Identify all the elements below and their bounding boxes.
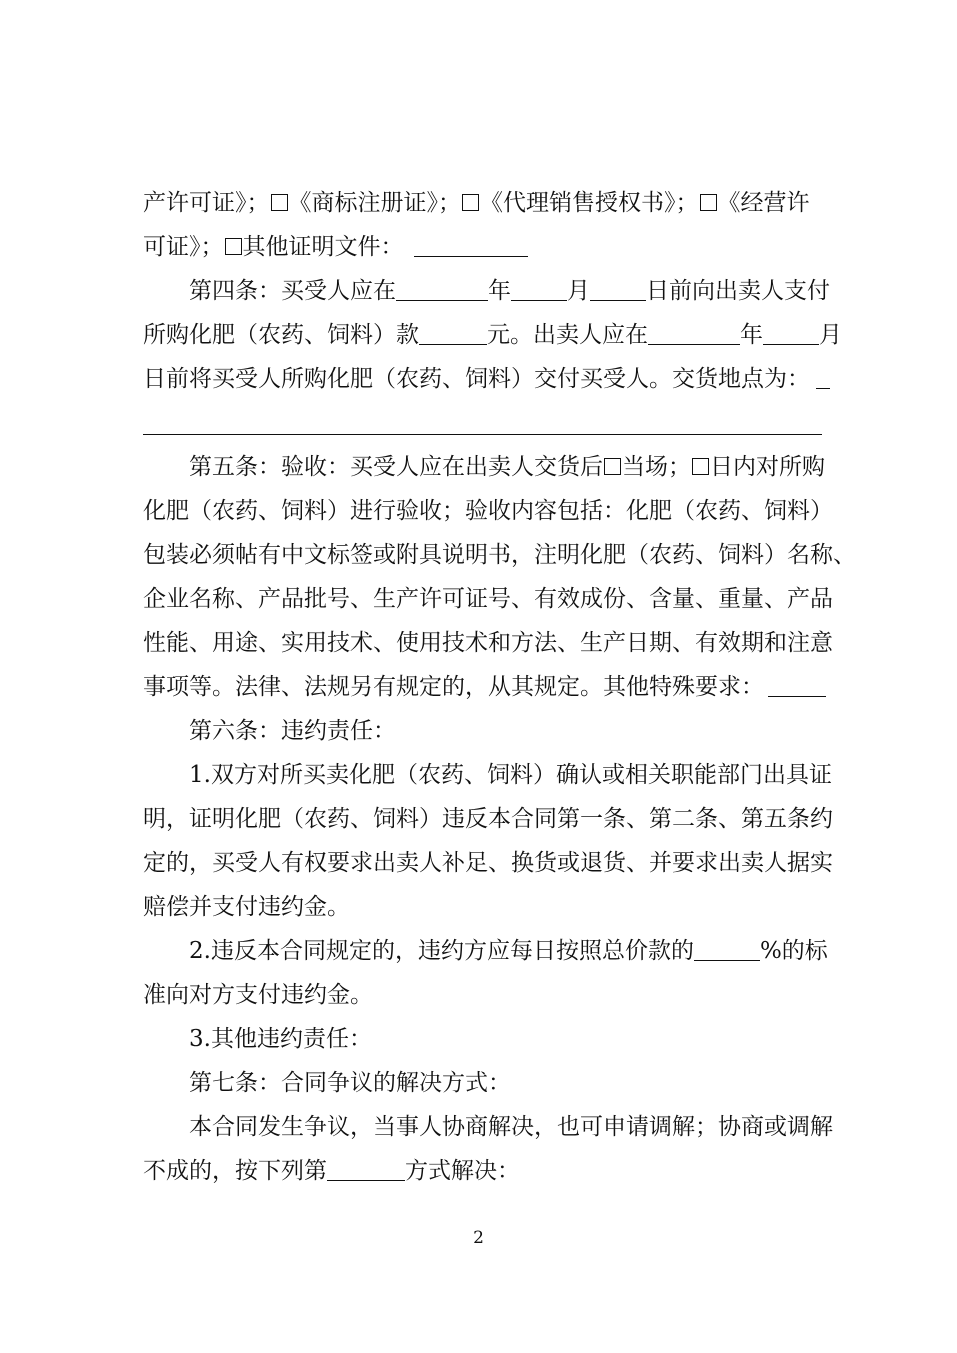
text-span: 化肥（农药、饲料）进行验收；验收内容包括：化肥（农药、饲料）	[143, 498, 833, 524]
text-line	[143, 628, 833, 658]
text-line	[189, 936, 828, 966]
text-span: 第五条：验收：买受人应在出卖人交货后	[189, 454, 603, 480]
text-span: 性能、用途、实用技术、使用技术和方法、生产日期、有效期和注意	[143, 630, 833, 656]
text-span: 《经营许	[717, 190, 810, 216]
text-line	[143, 232, 823, 262]
blank-field[interactable]	[511, 278, 567, 301]
text-span: 所购化肥（农药、饲料）款	[143, 322, 419, 348]
blank-field[interactable]	[414, 234, 528, 257]
text-span: 明，证明化肥（农药、饲料）违反本合同第一条、第二条、第五条约	[143, 806, 833, 832]
text-span: 第四条：买受人应在	[189, 278, 396, 304]
text-span: 《商标注册证》；	[288, 190, 461, 216]
text-span: 3.其他违约责任：	[189, 1026, 372, 1052]
text-line	[143, 1156, 823, 1186]
text-line	[143, 320, 842, 350]
text-line	[143, 848, 833, 878]
text-span: 2.违反本合同规定的，违约方应每日按照总价款的	[189, 938, 694, 964]
text-span: 《代理销售授权书》；	[480, 190, 699, 216]
text-span: 赔偿并支付违约金。	[143, 894, 350, 920]
text-span: 当场；	[622, 454, 691, 480]
checkbox[interactable]	[692, 458, 709, 475]
blank-field[interactable]	[768, 674, 826, 697]
text-line	[143, 672, 823, 702]
text-span: 企业名称、产品批号、生产许可证号、有效成份、含量、重量、产品	[143, 586, 833, 612]
text-span: 方式解决：	[405, 1158, 520, 1184]
text-line	[143, 804, 833, 834]
blank-field[interactable]	[648, 322, 740, 345]
checkbox[interactable]	[225, 238, 242, 255]
blank-field[interactable]	[327, 1158, 405, 1181]
text-span: 事项等。法律、法规另有规定的，从其规定。其他特殊要求：	[143, 674, 764, 700]
text-span: 元。出卖人应在	[487, 322, 648, 348]
text-span: 本合同发生争议，当事人协商解决，也可申请调解；协商或调解	[189, 1114, 833, 1140]
text-span: 月	[567, 278, 590, 304]
blank-field[interactable]	[816, 366, 830, 389]
text-line	[189, 716, 823, 746]
text-line	[189, 760, 832, 790]
blank-field[interactable]	[396, 278, 488, 301]
text-span: 其他证明文件：	[242, 234, 404, 260]
checkbox[interactable]	[462, 194, 479, 211]
text-line	[189, 452, 823, 482]
text-span: 产许可证》；	[143, 190, 270, 216]
blank-field[interactable]	[694, 938, 760, 961]
text-span: 定的，买受人有权要求出卖人补足、换货或退货、并要求出卖人据实	[143, 850, 833, 876]
checkbox[interactable]	[700, 194, 717, 211]
text-line	[143, 496, 833, 526]
text-line	[143, 540, 856, 570]
text-line	[189, 1068, 823, 1098]
checkbox[interactable]	[604, 458, 621, 475]
blank-field[interactable]	[419, 322, 487, 345]
text-line	[189, 1112, 833, 1142]
text-span: 月	[819, 322, 842, 348]
text-span: 年	[488, 278, 511, 304]
text-span: 准向对方支付违约金。	[143, 982, 373, 1008]
text-span: 不成的，按下列第	[143, 1158, 327, 1184]
text-line	[143, 892, 823, 922]
article-heading: 第六条：违约责任：	[189, 718, 396, 744]
text-span: 包装必须帖有中文标签或附具说明书，注明化肥（农药、饲料）名称、	[143, 542, 856, 568]
text-line	[143, 584, 833, 614]
checkbox[interactable]	[271, 194, 288, 211]
article-heading: 第七条：合同争议的解决方式：	[189, 1070, 511, 1096]
text-line	[189, 276, 830, 306]
blank-field[interactable]	[763, 322, 819, 345]
text-line	[143, 188, 823, 218]
text-span: 1.双方对所买卖化肥（农药、饲料）确认或相关职能部门出具证	[189, 762, 832, 788]
page-number: 2	[473, 1228, 484, 1248]
text-span: 日前将买受人所购化肥（农药、饲料）交付买受人。交货地点为：	[143, 366, 810, 392]
text-span: 日前向出卖人支付	[646, 278, 830, 304]
text-span: 可证》；	[143, 234, 224, 260]
text-span: 年	[740, 322, 763, 348]
text-span: 日内对所购	[710, 454, 825, 480]
text-line	[143, 364, 823, 394]
text-line	[143, 980, 823, 1010]
text-span: %的标	[759, 938, 828, 964]
blank-field[interactable]	[590, 278, 646, 301]
text-line	[189, 1024, 823, 1054]
blank-line[interactable]	[143, 434, 822, 435]
